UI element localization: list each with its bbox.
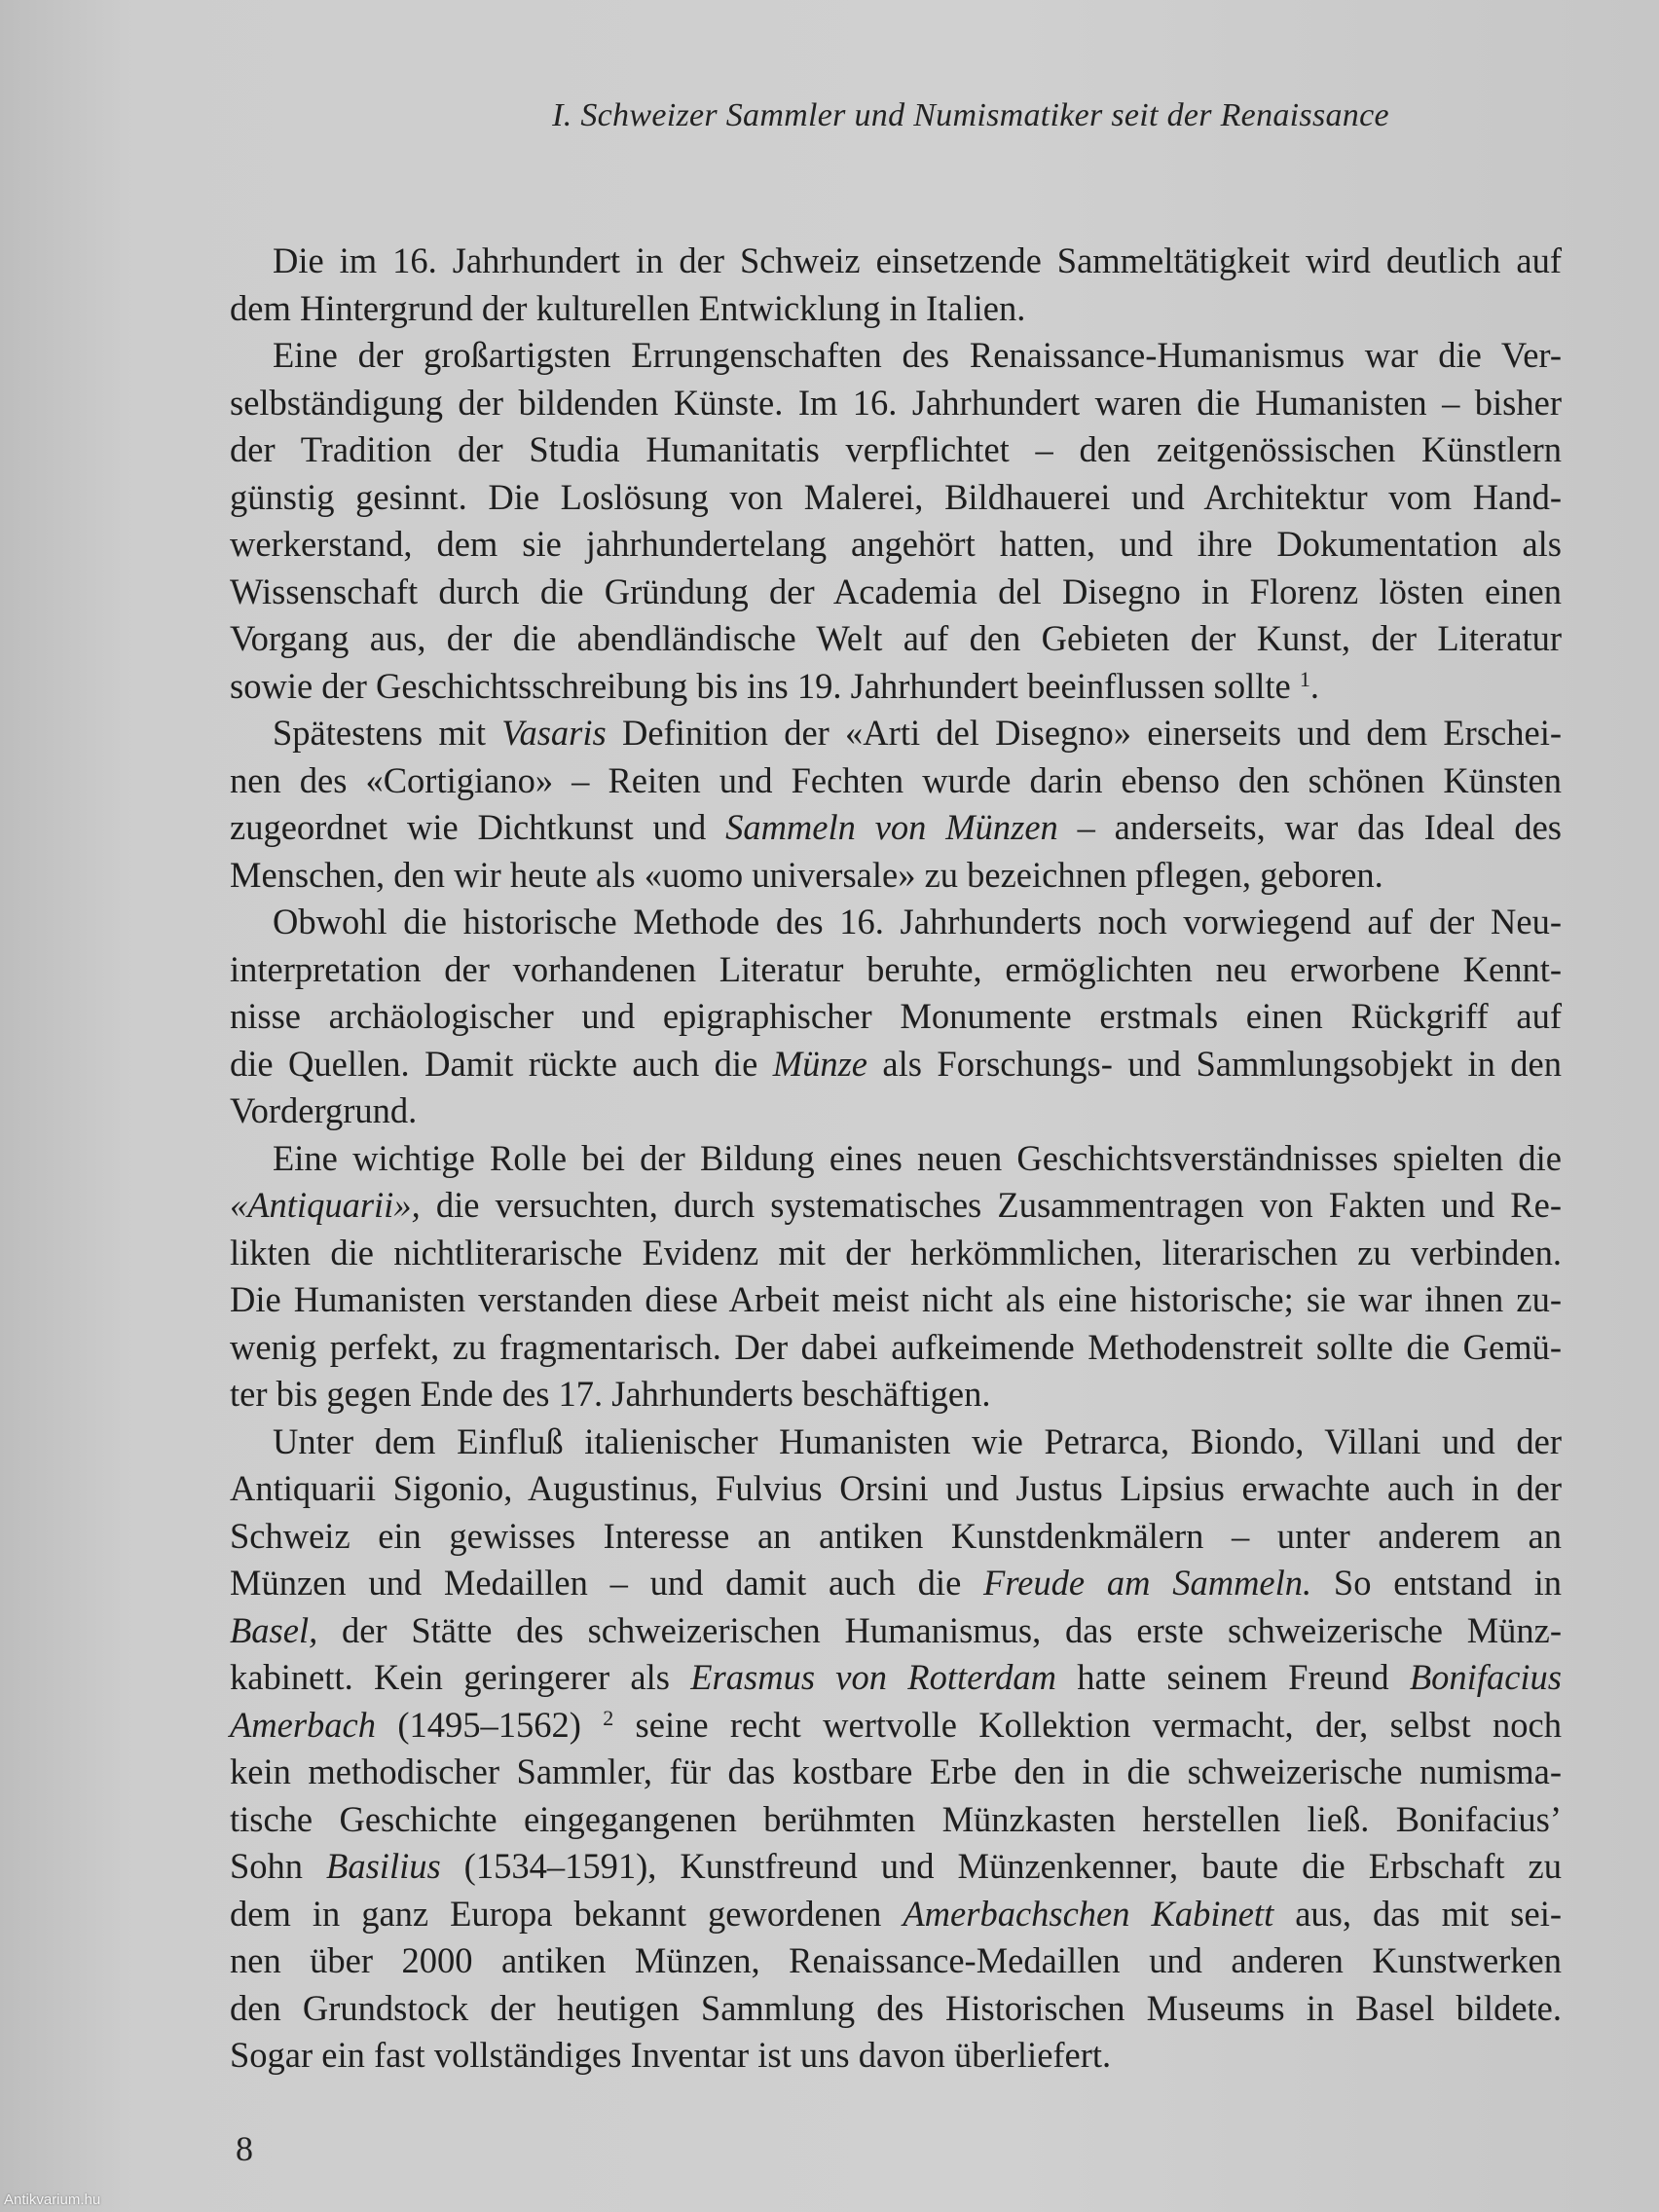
text-line <box>230 946 1562 994</box>
text-segment: Eine wichtige Rolle bei der Bildung eines neuen Geschichtsverständnisses spielten die <box>273 1137 1562 1178</box>
text-segment: sowie der Geschichtsschreibung bis ins 19. Jahrhundert beeinflussen sollte <box>230 665 1300 706</box>
text-line <box>230 1654 1562 1702</box>
text-segment: Schweiz ein gewisses Interesse an antiken Kunstdenkmälern – unter anderem an <box>230 1515 1562 1556</box>
text-line <box>230 1135 1562 1183</box>
text-line <box>230 663 1562 711</box>
text-line <box>230 1088 1562 1135</box>
italic-text: Münze <box>772 1043 868 1084</box>
text-line <box>230 1843 1562 1891</box>
footnote-ref: 1 <box>1299 666 1310 691</box>
text-segment: Antiquarii Sigonio, Augustinus, Fulvius Orsini und Justus Lipsius erwachte auch in der <box>230 1468 1562 1508</box>
text-line <box>230 426 1562 474</box>
text-segment: . <box>1309 665 1319 706</box>
text-segment: tische Geschichte eingegangenen berühmten Münzkasten herstellen ließ. Bonifacius’ <box>230 1798 1562 1839</box>
italic-text: Basilius <box>326 1846 441 1886</box>
italic-text: «Antiquarii», <box>230 1185 421 1225</box>
text-line <box>230 380 1562 427</box>
text-segment: interpretation der vorhandenen Literatur beruhte, ermöglichten neu erworbene Kennt- <box>230 948 1562 989</box>
text-segment: seine recht wertvolle Kollektion vermacht, der, selbst noch <box>613 1704 1562 1745</box>
text-segment: Unter dem Einfluß italienischer Humanisten wie Petrarca, Biondo, Villani und der <box>273 1420 1562 1461</box>
text-segment: Vorgang aus, der die abendländische Welt auf den Gebieten der Kunst, der Literatur <box>230 618 1562 658</box>
italic-text: Basel, <box>230 1609 318 1650</box>
text-line <box>230 1749 1562 1796</box>
text-segment: ter bis gegen Ende des 17. Jahrhunderts beschäftigen. <box>230 1374 991 1414</box>
text-line <box>230 1607 1562 1655</box>
text-line <box>230 804 1562 852</box>
paragraph <box>230 332 1562 710</box>
text-segment: (1495–1562) <box>376 1704 604 1745</box>
text-line <box>230 852 1562 900</box>
text-segment: Die Humanisten verstanden diese Arbeit meist nicht als eine historische; sie war ihnen zu- <box>230 1279 1562 1319</box>
text-line <box>230 993 1562 1041</box>
text-line <box>230 1560 1562 1607</box>
italic-text: Vasaris <box>501 713 607 753</box>
text-line <box>230 474 1562 522</box>
text-line <box>230 1937 1562 1985</box>
text-line <box>230 332 1562 380</box>
text-segment: kein methodischer Sammler, für das kostbare Erbe den in die schweizerische numisma- <box>230 1751 1562 1791</box>
text-line <box>230 1985 1562 2033</box>
text-segment: dem in ganz Europa bekannt gewordenen <box>230 1893 903 1934</box>
text-segment: (1534–1591), Kunstfreund und Münzenkenner, baute die Erbschaft zu <box>440 1846 1562 1886</box>
text-segment: dem Hintergrund der kulturellen Entwicklung in Italien. <box>230 287 1026 328</box>
italic-text: Amerbachschen Kabinett <box>903 1893 1274 1934</box>
text-segment: likten die nichtliterarische Evidenz mit der herkömmlichen, literarischen zu verbinden. <box>230 1232 1562 1272</box>
text-line <box>230 285 1562 333</box>
text-segment: werkerstand, dem sie jahrhundertelang angehört hatten, und ihre Dokumentation als <box>230 524 1562 564</box>
text-line <box>230 238 1562 285</box>
text-segment: wenig perfekt, zu fragmentarisch. Der dabei aufkeimende Methodenstreit sollte die Gemü- <box>230 1326 1562 1367</box>
text-line <box>230 521 1562 569</box>
text-segment: nen des «Cortigiano» – Reiten und Fechten wurde darin ebenso den schönen Künsten <box>230 759 1562 800</box>
text-segment: Menschen, den wir heute als «uomo universale» zu bezeichnen pflegen, geboren. <box>230 854 1383 895</box>
running-head: I. Schweizer Sammler und Numismatiker seit der Renaissance <box>552 97 1389 133</box>
text-segment: Spätestens mit <box>273 713 502 753</box>
watermark: Antikvarium.hu <box>4 2192 101 2208</box>
text-segment: günstig gesinnt. Die Loslösung von Malerei, Bildhauerei und Architektur vom Hand- <box>230 476 1562 517</box>
text-segment: Wissenschaft durch die Gründung der Academia del Disegno in Florenz lösten einen <box>230 571 1562 611</box>
text-line <box>230 710 1562 757</box>
footnote-ref: 2 <box>603 1705 614 1730</box>
text-line <box>230 1465 1562 1513</box>
text-line <box>230 1324 1562 1372</box>
text-segment: Definition der «Arti del Disegno» einerseits und dem Erschei- <box>606 713 1562 753</box>
text-segment: – anderseits, war das Ideal des <box>1057 807 1562 847</box>
page-number: 8 <box>236 2129 253 2168</box>
italic-text: Freude am Sammeln. <box>983 1563 1312 1603</box>
text-line <box>230 1419 1562 1466</box>
paragraph <box>230 1135 1562 1419</box>
text-segment: den Grundstock der heutigen Sammlung des Historischen Museums in Basel bildete. <box>230 1987 1562 2028</box>
text-line <box>230 1041 1562 1088</box>
text-segment: der Stätte des schweizerischen Humanismus, das erste schweizerische Münz- <box>317 1609 1562 1650</box>
text-segment: Münzen und Medaillen – und damit auch die <box>230 1563 984 1603</box>
text-segment: Obwohl die historische Methode des 16. Jahrhunderts noch vorwiegend auf der Neu- <box>273 902 1562 941</box>
text-segment: nisse archäologischer und epigraphischer Monumente erstmals einen Rückgriff auf <box>230 996 1562 1036</box>
text-segment: Die im 16. Jahrhundert in der Schweiz einsetzende Sammeltätigkeit wird deutlich auf <box>273 240 1562 280</box>
text-segment: die Quellen. Damit rückte auch die <box>230 1043 773 1084</box>
text-line <box>230 615 1562 663</box>
text-segment: die versuchten, durch systematisches Zusammentragen von Fakten und Re- <box>420 1185 1562 1225</box>
text-line <box>230 1702 1562 1750</box>
text-line <box>230 1796 1562 1844</box>
italic-text: Erasmus von Rotterdam <box>690 1657 1057 1697</box>
text-segment: Vordergrund. <box>230 1090 418 1130</box>
italic-text: Amerbach <box>230 1704 377 1745</box>
text-segment: nen über 2000 antiken Münzen, Renaissance-Medaillen und anderen Kunstwerken <box>230 1940 1562 1980</box>
text-line <box>230 1371 1562 1419</box>
text-line <box>230 757 1562 805</box>
paragraph <box>230 238 1562 332</box>
text-segment: Sogar ein fast vollständiges Inventar ist uns davon überliefert. <box>230 2035 1112 2075</box>
body-text <box>230 238 1562 2080</box>
text-segment: der Tradition der Studia Humanitatis verpflichtet – den zeitgenössischen Künstlern <box>230 429 1562 469</box>
text-segment: Sohn <box>230 1846 327 1886</box>
text-line <box>230 1513 1562 1561</box>
text-line <box>230 569 1562 616</box>
text-line <box>230 1182 1562 1230</box>
text-segment: selbständigung der bildenden Künste. Im 16. Jahrhundert waren die Humanisten – bisher <box>230 382 1562 423</box>
text-segment: hatte seinem Freund <box>1056 1657 1410 1697</box>
text-line <box>230 2032 1562 2080</box>
text-line <box>230 1891 1562 1938</box>
italic-text: Sammeln von Münzen <box>725 807 1058 847</box>
paragraph <box>230 1419 1562 2080</box>
paragraph <box>230 710 1562 899</box>
text-segment: aus, das mit sei- <box>1273 1893 1562 1934</box>
paragraph <box>230 899 1562 1135</box>
text-segment: als Forschungs- und Sammlungsobjekt in den <box>867 1043 1562 1084</box>
text-segment: So entstand in <box>1311 1563 1562 1603</box>
text-line <box>230 1276 1562 1324</box>
text-line <box>230 1230 1562 1277</box>
text-segment: kabinett. Kein geringerer als <box>230 1657 691 1697</box>
text-line <box>230 899 1562 946</box>
text-segment: zugeordnet wie Dichtkunst und <box>230 807 726 847</box>
text-segment: Eine der großartigsten Errungenschaften des Renaissance-Humanismus war die Ver- <box>273 335 1562 375</box>
italic-text: Bonifacius <box>1409 1657 1562 1697</box>
